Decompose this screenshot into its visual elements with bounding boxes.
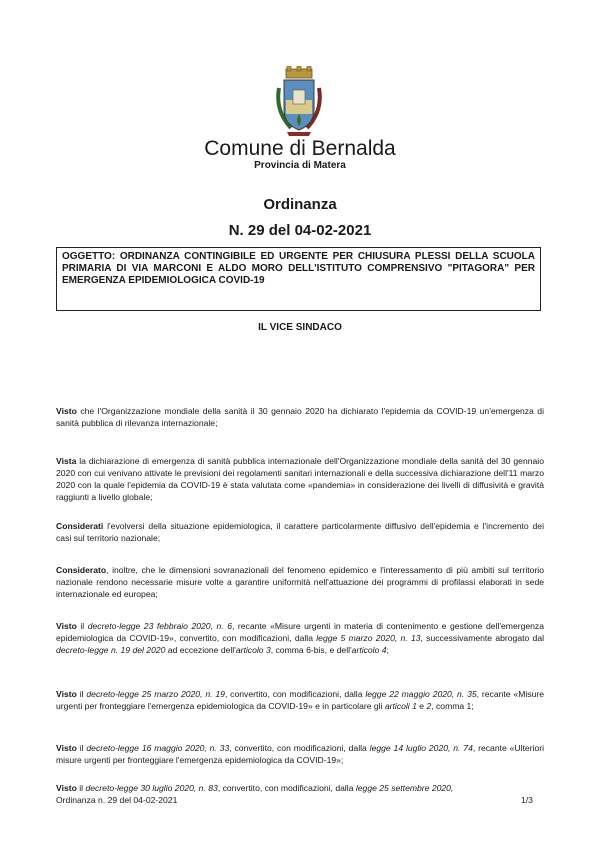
comune-name: Comune di Bernalda xyxy=(204,137,396,160)
paragraph: Considerati l'evolversi della situazione epidemiologica, il carattere particolarmente diffusivo dell'epidemia e l'incremento dei casi sul territorio nazionale; xyxy=(56,521,544,543)
legal-reference: 2 xyxy=(426,701,432,711)
paragraph-lead: Considerato xyxy=(56,565,107,575)
municipal-crest-icon xyxy=(273,66,325,138)
paragraph-lead: Vista xyxy=(56,456,77,466)
paragraph: Visto il decreto-legge 23 febbraio 2020, n. 6, recante «Misure urgenti in materia di contenimento e gestione dell'emergenza epidemiologica da COVID-19», convertito, con modificazioni, dalla legge 5 marzo 2020, n. 13, successivamente abrogato dal decreto-legge n. 19 del 2020 ad eccezione dell'articolo 3, comma 6-bis, e dell'articolo 4; xyxy=(56,621,545,655)
legal-reference: decreto-legge 16 maggio 2020, n. 33 xyxy=(86,743,230,753)
legal-reference: decreto-legge n. 19 del 2020 xyxy=(56,645,166,655)
provincia-name: Provincia di Matera xyxy=(254,160,346,171)
legal-reference: legge 22 maggio 2020, n. 35 xyxy=(365,689,477,699)
legal-reference: legge 14 luglio 2020, n. 74 xyxy=(369,743,473,753)
subject-box: OGGETTO: ORDINANZA CONTINGIBILE ED URGENTE PER CHIUSURA PLESSI DELLA SCUOLA PRIMARIA DI VIA MARCONI E ALDO MORO DELL'ISTITUTO COMPRENSIVO "PITAGORA" PER EMERGENZA EPIDEMIOLOGICA COVID-19 xyxy=(56,247,541,311)
legal-reference: decreto-legge 23 febbraio 2020, n. 6 xyxy=(87,621,232,631)
paragraph-lead: Visto xyxy=(56,689,77,699)
paragraph: Visto il decreto-legge 16 maggio 2020, n. 33, convertito, con modificazioni, dalla legge 14 luglio 2020, n. 74, recante «Ulteriori misure urgenti per fronteggiare l'emergenza epidemiologica da COVID-19»; xyxy=(56,743,545,765)
legal-reference: legge 5 marzo 2020, n. 13 xyxy=(316,633,421,643)
paragraph: Vista la dichiarazione di emergenza di sanità pubblica internazionale dell'Organizzazione mondiale della sanità del 30 gennaio 2020 con cui venivano attivate le previsioni dei regolamenti sanitari internazionali e della successiva dichiarazione dell'11 marzo 2020 con la quale l'epidemia da COVID-19 è stata valutata come «pandemia» in considerazione dei livelli di diffusività e gravità raggiunti a livello globale; xyxy=(56,456,544,502)
paragraph: Considerato, inoltre, che le dimensioni sovranazionali del fenomeno epidemico e l'interessamento di più ambiti sul territorio nazionale rendono necessarie misure volte a garantire uniformità nell'attuazione dei programmi di profilassi elaborati in sede internazionale ed europea; xyxy=(56,565,544,599)
paragraph-lead: Visto xyxy=(56,783,77,793)
paragraph-lead: Visto xyxy=(56,406,77,416)
legal-reference: legge 25 settembre 2020, xyxy=(355,783,454,793)
legal-reference: articolo 4 xyxy=(351,645,387,655)
paragraph-lead: Visto xyxy=(56,743,77,753)
paragraph: Visto che l'Organizzazione mondiale della sanità il 30 gennaio 2020 ha dichiarato l'epidemia da COVID-19 un'emergenza di sanità pubblica di rilevanza internazionale; xyxy=(56,406,544,428)
paragraph: Visto il decreto-legge 30 luglio 2020, n. 83, convertito, con modificazioni, dalla legge 25 settembre 2020, xyxy=(56,783,454,793)
legal-reference: articoli 1 xyxy=(384,701,417,711)
legal-reference: articolo 3 xyxy=(235,645,271,655)
paragraph-lead: Visto xyxy=(56,621,77,631)
paragraph-lead: Considerati xyxy=(56,521,104,531)
legal-reference: decreto-legge 30 luglio 2020, n. 83 xyxy=(85,783,218,793)
footer-reference: Ordinanza n. 29 del 04-02-2021 xyxy=(56,795,178,805)
signatory-title: IL VICE SINDACO xyxy=(258,322,342,333)
document-number: N. 29 del 04-02-2021 xyxy=(228,222,372,239)
paragraph: Visto il decreto-legge 25 marzo 2020, n. 19, convertito, con modificazioni, dalla legge 22 maggio 2020, n. 35, recante «Misure urgenti per fronteggiare l'emergenza epidemiologica da COVID-19» e in particolare gli articoli 1 e 2, comma 1; xyxy=(56,689,544,711)
page-number: 1/3 xyxy=(521,795,533,805)
document-type: Ordinanza xyxy=(263,196,337,213)
legal-reference: decreto-legge 25 marzo 2020, n. 19 xyxy=(86,689,225,699)
